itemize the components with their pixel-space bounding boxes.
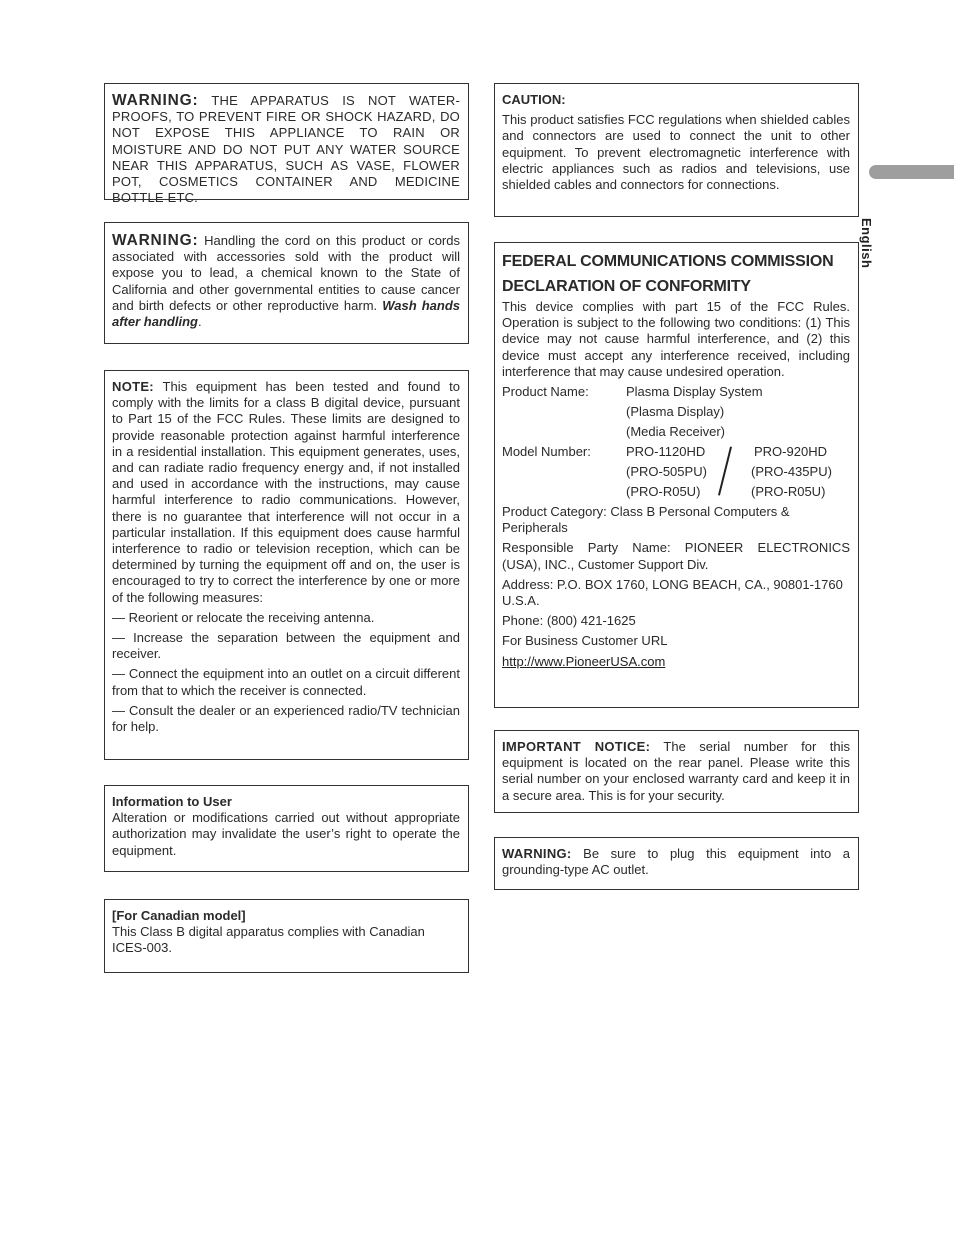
fcc-intro: This device complies with part 15 of the FCC Rules. Operation is subject to the following two conditions: (1) This device may not cause harmful interference, and (2) this device must accept any interference received, including interference that may cause undesired operation.: [502, 299, 850, 379]
model-right: (PRO-435PU): [751, 464, 832, 480]
model-left: (PRO-R05U): [626, 484, 701, 500]
canadian-title: [For Canadian model]: [112, 908, 246, 923]
wash-hands-emphasis: Wash hands after handling: [112, 297, 460, 330]
grounding-warning-text: Be sure to plug this equipment into a grounding-type AC outlet.: [502, 846, 850, 878]
warning-label: WARNING:: [112, 92, 199, 109]
language-label: English: [859, 218, 874, 269]
warning-label: WARNING:: [112, 232, 199, 249]
phone: Phone: (800) 421-1625: [502, 613, 636, 629]
canadian-box: [104, 899, 469, 973]
pioneer-url-link[interactable]: http://www.PioneerUSA.com: [502, 653, 666, 669]
product-name-value: (Plasma Display): [626, 404, 725, 420]
caution-box: [494, 83, 859, 217]
note-measure: — Reorient or relocate the receiving antenna.: [112, 609, 375, 625]
note-text: This equipment has been tested and found to comply with the limits for a class B digital device, pursuant to Part 15 of the FCC Rules. These limits are designed to provide reasonable protection against harmful interference in a residential installation. This equipment generates, uses, and can radiate radio frequency energy and, if not installed and used in accordance with the instructions, may cause harmful interference to radio communications. However, there is no guarantee that interference will not occur in a particular installation. If this equipment does cause harmful interference to radio or television reception, which can be determined by turning the equipment off and on, the user is encouraged to try to correct the interference by one or more of the following measures:: [112, 379, 460, 605]
important-notice-box: [494, 730, 859, 813]
important-notice-label: IMPORTANT NOTICE:: [502, 739, 651, 754]
product-name-row: [502, 382, 850, 442]
model-divider-slash: [718, 447, 732, 496]
fcc-title-line1: FEDERAL COMMUNICATIONS COMMISSION: [502, 253, 834, 270]
grounding-warning-box: [494, 837, 859, 890]
info-user-title: Information to User: [112, 794, 232, 809]
important-notice-text: The serial number for this equipment is located on the rear panel. Please write this serial number on your enclosed warranty card and keep it in a secure area. This is for your security.: [502, 739, 850, 803]
responsible-party: Responsible Party Name: PIONEER ELECTRONICS (USA), INC., Customer Support Div.: [502, 540, 850, 572]
warning-water-text: THE APPARATUS IS NOT WATER-PROOFS, TO PREVENT FIRE OR SHOCK HAZARD, DO NOT EXPOSE THIS APPLIANCE TO RAIN OR MOISTURE AND DO NOT PUT ANY WATER SOURCE NEAR THIS APPARATUS, SUCH AS VASE, FLOWER POT, COSMETICS CONTAINER AND MEDICINE BOTTLE ETC.: [112, 93, 460, 206]
fcc-title-line2: DECLARATION OF CONFORMITY: [502, 278, 751, 295]
note-label: NOTE:: [112, 379, 154, 394]
model-number-label: Model Number:: [502, 444, 591, 460]
url-label: For Business Customer URL: [502, 633, 668, 649]
warning-water-box: [104, 83, 469, 206]
language-tab-marker: [869, 165, 954, 179]
canadian-text: This Class B digital apparatus complies with Canadian ICES-003.: [112, 924, 425, 956]
warning-label: WARNING:: [502, 846, 572, 861]
warning-lead-text: Handling the cord on this product or cords associated with accessories sold with the product will expose you to lead, a chemical known to the State of California and other governmental entities to cause cancer and birth defects or other reproductive harm.: [112, 233, 460, 313]
caution-label: CAUTION:: [502, 92, 566, 107]
warning-lead-end: .: [197, 314, 202, 330]
model-left: PRO-1120HD: [626, 444, 706, 460]
product-name-value: Plasma Display System: [626, 384, 763, 400]
info-user-text: Alteration or modifications carried out without appropriate authorization may invalidate the user’s right to operate the equipment.: [112, 810, 460, 858]
info-user-box: [104, 785, 469, 872]
model-number-row: [502, 442, 850, 502]
note-measure: — Increase the separation between the equipment and receiver.: [112, 630, 460, 662]
model-right: (PRO-R05U): [751, 484, 826, 500]
product-name-label: Product Name:: [502, 384, 589, 400]
model-right: PRO-920HD: [754, 444, 827, 460]
model-left: (PRO-505PU): [626, 464, 707, 480]
note-measure: — Connect the equipment into an outlet on a circuit different from that to which the receiver is connected.: [112, 666, 460, 698]
note-measure: — Consult the dealer or an experienced radio/TV technician for help.: [112, 702, 460, 735]
product-name-value: (Media Receiver): [626, 424, 725, 440]
fcc-declaration-box: [494, 242, 859, 708]
caution-text: This product satisfies FCC regulations when shielded cables and connectors are used to connect the unit to other equipment. To prevent electromagnetic interference with electric appliances such as radios and televisions, use shielded cables and connectors for connections.: [502, 112, 850, 193]
note-box: [104, 370, 469, 760]
address: Address: P.O. BOX 1760, LONG BEACH, CA., 90801-1760 U.S.A.: [502, 576, 843, 609]
fcc-title: [502, 249, 850, 299]
product-category: Product Category: Class B Personal Computers & Peripherals: [502, 504, 790, 536]
warning-lead-box: [104, 222, 469, 344]
